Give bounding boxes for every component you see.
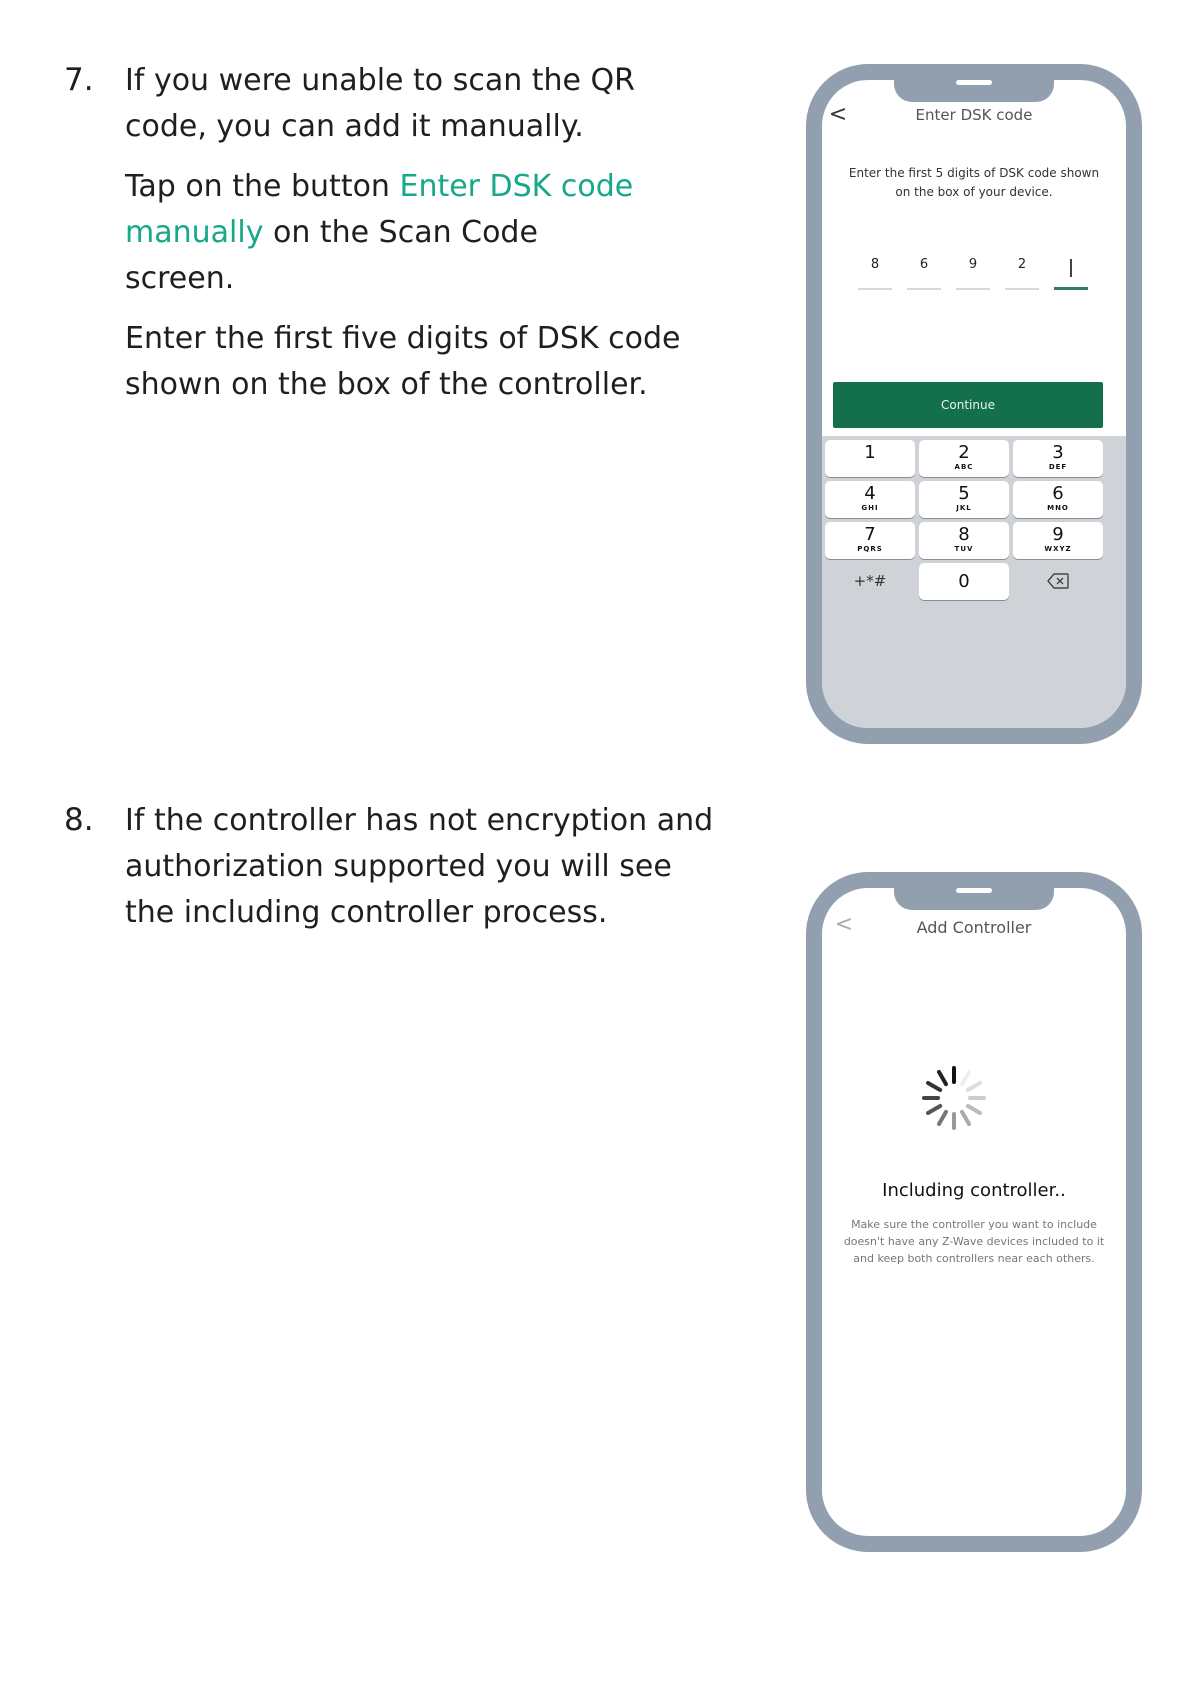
speaker-icon bbox=[956, 80, 992, 85]
step-number: 8. bbox=[64, 802, 94, 838]
phone-notch bbox=[894, 78, 1054, 102]
phone-mockup-dsk bbox=[806, 64, 1142, 744]
phone-notch bbox=[894, 886, 1054, 910]
key-letters: GHI bbox=[861, 504, 879, 512]
backspace-key[interactable] bbox=[1013, 563, 1103, 600]
digit-value: 8 bbox=[870, 257, 880, 272]
text-cursor bbox=[1070, 259, 1072, 277]
back-arrow-icon[interactable]: < bbox=[828, 102, 848, 127]
screen-title: Enter DSK code bbox=[915, 106, 1033, 124]
digit-underline bbox=[1054, 287, 1088, 290]
key-6[interactable] bbox=[1013, 481, 1103, 518]
step-7 bbox=[64, 58, 744, 422]
digit-value: 6 bbox=[919, 257, 929, 272]
step-text bbox=[125, 164, 645, 302]
key-7[interactable] bbox=[825, 522, 915, 559]
key-number: 1 bbox=[864, 442, 876, 463]
key-number: 6 bbox=[1052, 483, 1064, 504]
key-4[interactable] bbox=[825, 481, 915, 518]
step-text: If you were unable to scan the QR code, you can add it manually. bbox=[125, 63, 635, 144]
key-5[interactable] bbox=[919, 481, 1009, 518]
step-text-segment: Tap on the button bbox=[125, 169, 400, 204]
key-2[interactable] bbox=[919, 440, 1009, 477]
key-8[interactable] bbox=[919, 522, 1009, 559]
key-0[interactable] bbox=[919, 563, 1009, 600]
step-body bbox=[125, 798, 744, 936]
key-letters: ABC bbox=[954, 463, 974, 471]
key-letters: WXYZ bbox=[1044, 545, 1072, 553]
digit-value: 9 bbox=[968, 257, 978, 272]
key-letters: DEF bbox=[1048, 463, 1068, 471]
digit-underline bbox=[858, 288, 892, 290]
key-9[interactable] bbox=[1013, 522, 1103, 559]
key-number: 0 bbox=[958, 571, 970, 592]
digit-field[interactable] bbox=[905, 252, 943, 290]
digit-field-active[interactable] bbox=[1052, 252, 1090, 290]
step-number: 7. bbox=[64, 62, 94, 98]
key-letters: PQRS bbox=[857, 545, 883, 553]
digit-underline bbox=[907, 288, 941, 290]
key-number: 7 bbox=[864, 524, 876, 545]
back-arrow-icon[interactable]: < bbox=[834, 912, 854, 937]
digit-underline bbox=[956, 288, 990, 290]
key-number: 4 bbox=[864, 483, 876, 504]
backspace-icon bbox=[1047, 573, 1069, 589]
numeric-keypad bbox=[822, 436, 1126, 728]
enter-dsk-code-link-text: Enter DSK code manually bbox=[125, 169, 634, 250]
key-number: +*# bbox=[853, 572, 887, 590]
step-text: Enter the first five digits of DSK code shown on the box of the controller. bbox=[125, 321, 681, 402]
key-number: 5 bbox=[958, 483, 970, 504]
key-symbols[interactable] bbox=[825, 563, 915, 600]
key-number: 3 bbox=[1052, 442, 1064, 463]
screen-title: Add Controller bbox=[916, 918, 1032, 937]
phone-mockup-add-controller bbox=[806, 872, 1142, 1552]
key-number: 2 bbox=[958, 442, 970, 463]
key-number: 8 bbox=[958, 524, 970, 545]
continue-button[interactable]: Continue bbox=[833, 382, 1103, 428]
key-3[interactable] bbox=[1013, 440, 1103, 477]
step-body bbox=[125, 58, 744, 408]
dsk-digit-inputs[interactable] bbox=[856, 252, 1096, 290]
including-status-title: Including controller.. bbox=[882, 1180, 1066, 1201]
digit-value: 2 bbox=[1017, 257, 1027, 272]
step-text-segment: on the Scan Code screen. bbox=[125, 215, 538, 296]
dsk-instructions: Enter the first 5 digits of DSK code shown on the box of your device. bbox=[848, 166, 1100, 199]
digit-field[interactable] bbox=[856, 252, 894, 290]
step-8 bbox=[64, 798, 744, 950]
digit-field[interactable] bbox=[954, 252, 992, 290]
step-text: If the controller has not encryption and authorization supported you will see the including controller process. bbox=[125, 803, 714, 930]
speaker-icon bbox=[956, 888, 992, 893]
including-description: Make sure the controller you want to include doesn't have any Z-Wave devices included to it and keep both controllers near each others. bbox=[843, 1218, 1105, 1265]
key-letters: JKL bbox=[956, 504, 972, 512]
key-1[interactable] bbox=[825, 440, 915, 477]
loading-spinner-icon bbox=[914, 1058, 994, 1138]
key-number: 9 bbox=[1052, 524, 1064, 545]
digit-field[interactable] bbox=[1003, 252, 1041, 290]
key-letters: TUV bbox=[954, 545, 974, 553]
digit-underline bbox=[1005, 288, 1039, 290]
key-letters: MNO bbox=[1047, 504, 1069, 512]
